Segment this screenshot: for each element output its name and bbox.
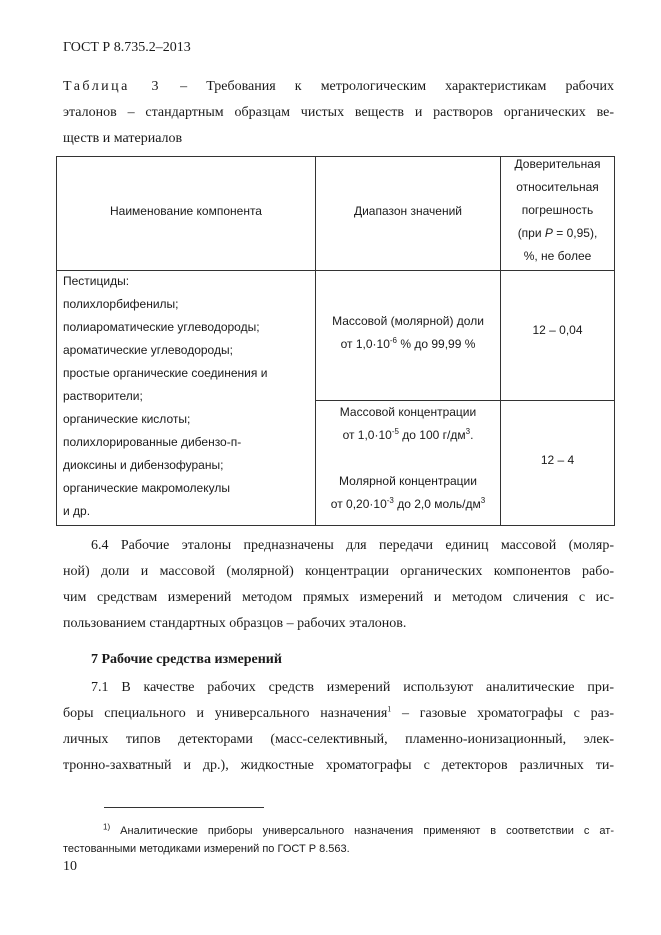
range-value-pre: от 1,0·10 (340, 337, 390, 351)
section-7-heading: 7 Рабочие средства измерений (91, 652, 282, 667)
footnote-separator (104, 807, 264, 808)
paragraph-line: личных типов детекторами (масс-селективный, пламенно-ионизационный, элек- (63, 732, 614, 747)
footnote-line-1 (63, 822, 614, 837)
component-item: органические макромолекулы (63, 481, 230, 495)
range-mass-fraction-values (316, 333, 500, 356)
range-value-post: . (470, 428, 474, 442)
range-value-pre: от 0,20·10 (330, 497, 387, 511)
page-number: 10 (63, 859, 77, 874)
header-error-line-5: %, не более (523, 249, 592, 263)
paragraph-line (63, 701, 614, 727)
header-error-p-symbol: P (544, 226, 553, 240)
range-molar-concentration-title: Молярной концентрации (339, 474, 477, 488)
range-value-mid: до 2,0 моль/дм (393, 497, 481, 511)
component-list (63, 270, 313, 523)
table-border-right (614, 156, 615, 526)
component-item: органические кислоты; (63, 412, 191, 426)
range-spacer (316, 447, 500, 470)
component-item: диоксины и дибензофураны; (63, 458, 224, 472)
error-row-2: 12 – 4 (540, 453, 575, 467)
table-caption-line-1 (63, 79, 614, 95)
range-molar-concentration-values (316, 493, 500, 516)
header-error-line-4 (501, 222, 614, 245)
range-unit-exponent: 3 (480, 496, 486, 505)
table-caption-line-2: эталонов – стандартным образцам чистых веществ и растворов органических ве- (63, 105, 614, 120)
range-mass-fraction (316, 310, 500, 356)
paragraph-line: тронно-захватный и др.), жидкостные хроматографы с детекторов различных ти- (63, 758, 614, 773)
header-error-line-2: относительная (516, 180, 599, 194)
table-border-bottom (56, 525, 615, 526)
range-value-mid: до 100 г/дм (398, 428, 466, 442)
table-caption-line-3: ществ и материалов (63, 131, 183, 146)
footnote-reference: 1 (387, 704, 392, 714)
header-error (501, 153, 614, 268)
header-value-range: Диапазон значений (353, 204, 463, 218)
range-value-exponent: -6 (389, 336, 397, 345)
error-row-1: 12 – 0,04 (532, 323, 583, 337)
component-item: полихлорбифенилы; (63, 297, 179, 311)
footnote-text: Аналитические приборы универсального назначения применяют в соответствии с ат- (110, 825, 614, 837)
header-error-line-4-post: = 0,95), (552, 226, 598, 240)
header-error-line-4-pre: (при (517, 226, 545, 240)
header-error-line-1: Доверительная (514, 157, 601, 171)
range-mass-fraction-title: Массовой (молярной) доли (332, 314, 484, 328)
range-value-exponent: -3 (386, 496, 394, 505)
paragraph-text: боры специального и универсального назначения (63, 706, 388, 721)
header-error-line-3: погрешность (521, 203, 594, 217)
table-caption-title: – Требования к метрологическим характеристикам рабочих (161, 79, 614, 94)
component-item: и др. (63, 504, 91, 518)
paragraph-line: ной) доли и массовой (молярной) концентрации органических компонентов рабо- (63, 564, 614, 579)
paragraph-line: 7.1 В качестве рабочих средств измерений используют аналитические при- (91, 680, 614, 695)
range-value-exponent: -5 (391, 427, 399, 436)
range-mass-concentration-values (316, 424, 500, 447)
footnote-mark: 1) (103, 822, 111, 832)
range-value-pre: от 1,0·10 (342, 428, 392, 442)
range-mass-concentration-title: Массовой концентрации (339, 405, 477, 419)
component-item: растворители; (63, 389, 143, 403)
header-component-name: Наименование компонента (110, 204, 262, 218)
paragraph-line: пользованием стандартных образцов – рабочих эталонов. (63, 616, 407, 631)
footnote-line-2: тестованными методиками измерений по ГОСТ Р 8.563. (63, 843, 350, 855)
paragraph-line: 6.4 Рабочие эталоны предназначены для передачи единиц массовой (моляр- (91, 538, 614, 553)
component-item: полиароматические углеводороды; (63, 320, 260, 334)
table-caption-prefix: Таблица 3 (63, 79, 161, 94)
component-item: полихлорированные дибензо-п- (63, 435, 242, 449)
range-value-post: % до 99,99 % (397, 337, 476, 351)
document-header: ГОСТ Р 8.735.2–2013 (63, 40, 191, 55)
component-item: простые органические соединения и (63, 366, 268, 380)
paragraph-line: чим средствам измерений методом прямых измерений и методом сличения с ис- (63, 590, 614, 605)
range-unit-exponent: 3 (465, 427, 471, 436)
component-item: ароматические углеводороды; (63, 343, 233, 357)
range-concentration (316, 401, 500, 516)
component-item: Пестициды: (63, 274, 130, 288)
paragraph-text: – газовые хроматографы с раз- (391, 706, 614, 721)
